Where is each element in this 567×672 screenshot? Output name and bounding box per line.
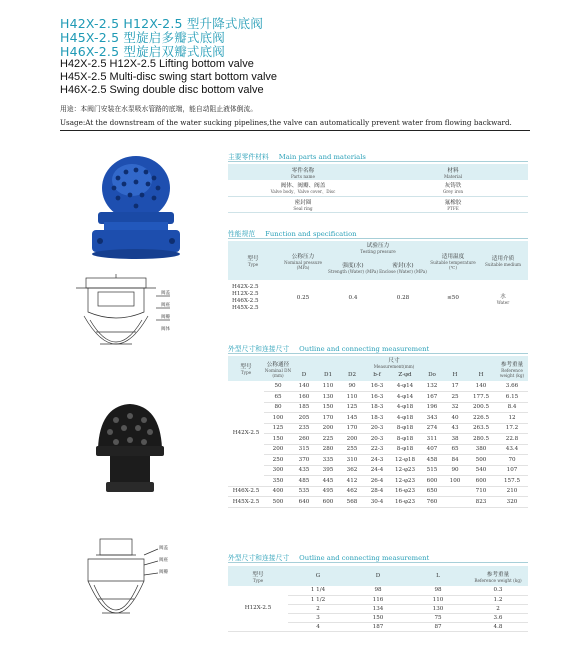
dims2-heading: 外型尺寸和连接尺寸 Outline and connecting measurement <box>228 554 430 562</box>
table-cell: 8-φ18 <box>390 434 420 445</box>
table-cell: 12-φ23 <box>390 465 420 476</box>
table-cell: 462 <box>340 486 364 497</box>
table-cell: 600 <box>420 476 444 487</box>
table-cell: 65 <box>444 444 466 455</box>
table-cell: 540 <box>466 465 496 476</box>
table-row <box>228 586 528 595</box>
table-cell: 185 <box>292 402 316 413</box>
dims1-col-header: Z-φd <box>390 369 420 381</box>
table-cell <box>444 486 466 497</box>
dims1-heading: 外型尺寸和连接尺寸 Outline and connecting measurement <box>228 345 430 353</box>
table-cell: 500 <box>264 497 292 508</box>
table-cell: 145 <box>340 413 364 424</box>
table-cell: 640 <box>292 497 316 508</box>
table-cell: 196 <box>420 402 444 413</box>
table-cell: 40 <box>444 413 466 424</box>
table-row <box>228 486 528 497</box>
table-cell: 600 <box>316 497 340 508</box>
table-cell: 130 <box>316 392 340 403</box>
table-cell: 17 <box>444 381 466 392</box>
lifting-valve-drawing <box>66 272 176 377</box>
table-cell: 80 <box>264 402 292 413</box>
table-cell: 600 <box>466 476 496 487</box>
table-cell: 250 <box>264 455 292 466</box>
table-cell: 380 <box>466 444 496 455</box>
table-cell: 263.5 <box>466 423 496 434</box>
table-cell: 177.5 <box>466 392 496 403</box>
table-cell: 134 <box>348 604 408 613</box>
table-cell: 200 <box>316 423 340 434</box>
table-cell: 8-φ18 <box>390 423 420 434</box>
table-cell: 395 <box>316 465 340 476</box>
table-cell: 8-φ18 <box>390 444 420 455</box>
table-cell: 1.2 <box>468 595 528 604</box>
materials-heading: 主要零件材料 Main parts and materials <box>228 153 366 161</box>
table-cell: 445 <box>316 476 340 487</box>
table-cell: 116 <box>348 595 408 604</box>
table-cell: 400 <box>264 486 292 497</box>
table-cell: 32 <box>444 402 466 413</box>
table-cell: 87 <box>408 622 468 631</box>
table-cell: 760 <box>420 497 444 508</box>
title-cn-1: H42X-2.5 H12X-2.5 型升降式底阀 <box>60 16 264 31</box>
usage-cn: 用途：本阀门安装在水泵吸水管路的底端，能自动阻止液体倒流。 <box>60 105 258 113</box>
table-cell: 260 <box>292 434 316 445</box>
table-cell: 130 <box>408 604 468 613</box>
dims1-col-header: D1 <box>316 369 340 381</box>
table-row <box>228 444 528 455</box>
drawing-label-disc: 阀瓣 <box>161 315 170 320</box>
dims2-table: 型号 Type G D L 参考重量 Reference weight (kg) H12X-2.5 1 1/4 98 98 0.3 1 1/2 116 110 1.2 2 134 130 2 3 150 75 3.6 4 187 87 4.8 <box>228 566 528 632</box>
table-cell: 90 <box>340 381 364 392</box>
table-cell: 310 <box>340 455 364 466</box>
table-row <box>228 413 528 424</box>
table-cell: 823 <box>466 497 496 508</box>
table-cell: 110 <box>408 595 468 604</box>
table-cell: 280.5 <box>466 434 496 445</box>
table-cell: 132 <box>420 381 444 392</box>
table-cell: 125 <box>340 402 364 413</box>
table-cell: 280 <box>316 444 340 455</box>
table-cell: 12-φ23 <box>390 476 420 487</box>
table-cell: 3 <box>288 613 348 622</box>
table-row <box>228 455 528 466</box>
table-cell: 412 <box>340 476 364 487</box>
table-cell: 3.66 <box>496 381 528 392</box>
drawing-label-body: 阀体 <box>161 327 170 332</box>
table-cell <box>444 497 466 508</box>
table-cell: 200 <box>340 434 364 445</box>
black-valve-image <box>90 398 170 498</box>
table-cell: 205 <box>292 413 316 424</box>
table-row <box>228 465 528 476</box>
table-cell: 187 <box>348 622 408 631</box>
table-cell: 16-φ23 <box>390 497 420 508</box>
table-cell: 710 <box>466 486 496 497</box>
drawing2-label-seat: 阀座 <box>159 558 168 563</box>
table-cell: H46X-2.5 <box>228 486 264 497</box>
dims1-table: 型号 Type 公称通径 Nominal DN (mm) 尺寸 Measurement(mm) 参考重量 Reference weight (kg) D D1 D2 b-f Z-φd Do H H H42X-2.5 50 140 110 90 16-3 4-φ14 132 17 140 3.66 65 160 130 110 16-3 4-φ14 167 25 177.5 6.15 80 185 150 125 18-3 4-φ18 196 32 200.5 8.4 100 205 170 145 18-3 4-φ18 343 40 226.5 12 125 235 200 170 20-3 8-φ18 274 43 263.5 17.2 150 260 225 200 20-3 8-φ18 311 38 280.5 22.8 200 315 280 255 22-3 8-φ18 407 65 380 43.4 250 370 335 310 24-3 12-φ18 458 84 500 70 300 435 395 362 24-4 12-φ23 515 90 540 107 350 485 445 412 26-4 12-φ23 600 100 600 157.5 H46X-2.5 400 535 495 462 28-4 16-φ23 650 710 210 H45X-2.5 500 640 600 568 30-4 16-φ23 760 823 320 <box>228 356 528 508</box>
table-cell: 150 <box>264 434 292 445</box>
table-cell: 343 <box>420 413 444 424</box>
dims1-rule <box>228 353 528 354</box>
table-cell: 43.4 <box>496 444 528 455</box>
table-cell: 370 <box>292 455 316 466</box>
drawing2-label-cover: 阀盖 <box>159 546 168 551</box>
table-cell: 22.8 <box>496 434 528 445</box>
table-cell: 18-3 <box>364 402 390 413</box>
table-cell: 90 <box>444 465 466 476</box>
row-model: H12X-2.5 <box>228 586 288 631</box>
table-cell: 24-4 <box>364 465 390 476</box>
table-cell: 30-4 <box>364 497 390 508</box>
table-row <box>228 434 528 445</box>
table-cell: 25 <box>444 392 466 403</box>
table-cell: 20-3 <box>364 434 390 445</box>
table-cell: H45X-2.5 <box>228 497 264 508</box>
function-rule <box>228 238 528 239</box>
table-cell: 4-φ18 <box>390 413 420 424</box>
title-cn-2: H45X-2.5 型旋启多瓣式底阀 <box>60 30 226 45</box>
table-cell: 107 <box>496 465 528 476</box>
table-cell: 2 <box>468 604 528 613</box>
table-cell: 4 <box>288 622 348 631</box>
screw-valve-drawing <box>66 535 176 655</box>
table-cell: 226.5 <box>466 413 496 424</box>
table-cell: 150 <box>316 402 340 413</box>
table-cell: 170 <box>340 423 364 434</box>
table-cell: 407 <box>420 444 444 455</box>
table-cell: 140 <box>466 381 496 392</box>
table-row <box>228 402 528 413</box>
table-cell: 315 <box>292 444 316 455</box>
usage-en: Usage:At the downstream of the water sucking pipelines,the valve can automatically prevent water from flowing backward. <box>60 118 512 127</box>
table-cell: 1 1/4 <box>288 586 348 595</box>
dims1-col-header: H <box>466 369 496 381</box>
table-cell: 75 <box>408 613 468 622</box>
materials-table: 零件名称 Parts name 材料 Material 阀体、阀瓣、阀盖 Valve body、Valve cover、Disc 灰铸铁 Grey iron 密封圈 Seal ring 氟橡胶 PTFE <box>228 164 528 213</box>
drawing-label-cover: 阀盖 <box>161 291 170 296</box>
materials-row: 阀体、阀瓣、阀盖 Valve body、Valve cover、Disc 灰铸铁 Grey iron <box>228 180 528 196</box>
table-cell: 515 <box>420 465 444 476</box>
table-cell: 650 <box>420 486 444 497</box>
table-cell: 4-φ18 <box>390 402 420 413</box>
blue-valve-image <box>88 150 184 260</box>
table-cell: 98 <box>348 586 408 595</box>
table-cell: 125 <box>264 423 292 434</box>
table-cell: 12-φ18 <box>390 455 420 466</box>
table-cell: 70 <box>496 455 528 466</box>
dims1-col-header: H <box>444 369 466 381</box>
table-cell: 170 <box>316 413 340 424</box>
table-cell: 20-3 <box>364 423 390 434</box>
top-rule <box>60 130 530 131</box>
table-cell: 495 <box>316 486 340 497</box>
table-cell: 100 <box>444 476 466 487</box>
table-cell: 200.5 <box>466 402 496 413</box>
table-cell: 568 <box>340 497 364 508</box>
table-cell: 255 <box>340 444 364 455</box>
table-cell: 50 <box>264 381 292 392</box>
materials-row: 密封圈 Seal ring 氟橡胶 PTFE <box>228 196 528 212</box>
table-cell: 43 <box>444 423 466 434</box>
table-cell: 26-4 <box>364 476 390 487</box>
function-heading: 性能规范 Function and specification <box>228 230 357 238</box>
table-cell: 362 <box>340 465 364 476</box>
drawing-label-seat: 阀座 <box>161 303 170 308</box>
function-table: 型号 Type 公称压力 Nominal pressure (MPa) 试验压力 Testing pressure 适用温度 Suitable temperature (℃) 适用介质 Suitable medium 强度(水) Strength (Water) (MPa) 密封(水) Enclose (Water) (MPa) H42X-2.5 H12X-2.5 H46X-2.5 H45X-2.5 0.25 0.4 0.28 ≤50 水 Water <box>228 241 528 316</box>
table-cell: 98 <box>408 586 468 595</box>
table-cell: 157.5 <box>496 476 528 487</box>
title-en-1: H42X-2.5 H12X-2.5 Lifting bottom valve <box>60 58 254 70</box>
function-row: H42X-2.5 H12X-2.5 H46X-2.5 H45X-2.5 0.25 0.4 0.28 ≤50 水 Water <box>232 284 510 311</box>
table-cell: 4-φ14 <box>390 392 420 403</box>
table-cell: 167 <box>420 392 444 403</box>
table-cell: 2 <box>288 604 348 613</box>
table-cell: 458 <box>420 455 444 466</box>
table-cell: 84 <box>444 455 466 466</box>
table-cell: 24-3 <box>364 455 390 466</box>
table-cell: 16-3 <box>364 392 390 403</box>
table-cell: 210 <box>496 486 528 497</box>
table-cell: 16-φ23 <box>390 486 420 497</box>
table-cell: 100 <box>264 413 292 424</box>
table-cell: 4.8 <box>468 622 528 631</box>
table-cell: 16-3 <box>364 381 390 392</box>
table-cell: 485 <box>292 476 316 487</box>
table-cell: 274 <box>420 423 444 434</box>
table-cell: 4-φ14 <box>390 381 420 392</box>
table-cell: 0.3 <box>468 586 528 595</box>
table-cell: 12 <box>496 413 528 424</box>
dims1-col-header: b-f <box>364 369 390 381</box>
table-row <box>228 497 528 508</box>
dims2-rule <box>228 562 528 563</box>
table-cell: 140 <box>292 381 316 392</box>
table-cell: 235 <box>292 423 316 434</box>
table-cell: 435 <box>292 465 316 476</box>
table-cell: 17.2 <box>496 423 528 434</box>
dims1-col-header: D2 <box>340 369 364 381</box>
table-cell: 320 <box>496 497 528 508</box>
table-cell: 1 1/2 <box>288 595 348 604</box>
table-cell: 110 <box>316 381 340 392</box>
table-cell: 110 <box>340 392 364 403</box>
table-cell: 38 <box>444 434 466 445</box>
table-row <box>228 381 528 392</box>
title-cn-3: H46X-2.5 型旋启双瓣式底阀 <box>60 44 226 59</box>
table-cell: 6.15 <box>496 392 528 403</box>
table-cell: 311 <box>420 434 444 445</box>
table-cell: 335 <box>316 455 340 466</box>
table-cell: 500 <box>466 455 496 466</box>
table-row <box>228 476 528 487</box>
drawing2-label-disc: 阀瓣 <box>159 570 168 575</box>
title-en-3: H46X-2.5 Swing double disc bottom valve <box>60 84 264 96</box>
materials-rule <box>228 161 528 162</box>
table-row <box>228 392 528 403</box>
table-cell: 160 <box>292 392 316 403</box>
table-cell: 150 <box>348 613 408 622</box>
table-cell: 28-4 <box>364 486 390 497</box>
table-cell: 18-3 <box>364 413 390 424</box>
table-cell: 22-3 <box>364 444 390 455</box>
dims1-col-header: D <box>292 369 316 381</box>
dims1-col-header: Do <box>420 369 444 381</box>
title-en-2: H45X-2.5 Multi-disc swing start bottom valve <box>60 71 278 83</box>
table-cell: 65 <box>264 392 292 403</box>
row-model: H42X-2.5 <box>228 381 264 486</box>
table-cell: 3.6 <box>468 613 528 622</box>
table-cell: 300 <box>264 465 292 476</box>
table-cell: 8.4 <box>496 402 528 413</box>
table-cell: 535 <box>292 486 316 497</box>
table-row <box>228 423 528 434</box>
table-cell: 200 <box>264 444 292 455</box>
table-cell: 225 <box>316 434 340 445</box>
table-cell: 350 <box>264 476 292 487</box>
